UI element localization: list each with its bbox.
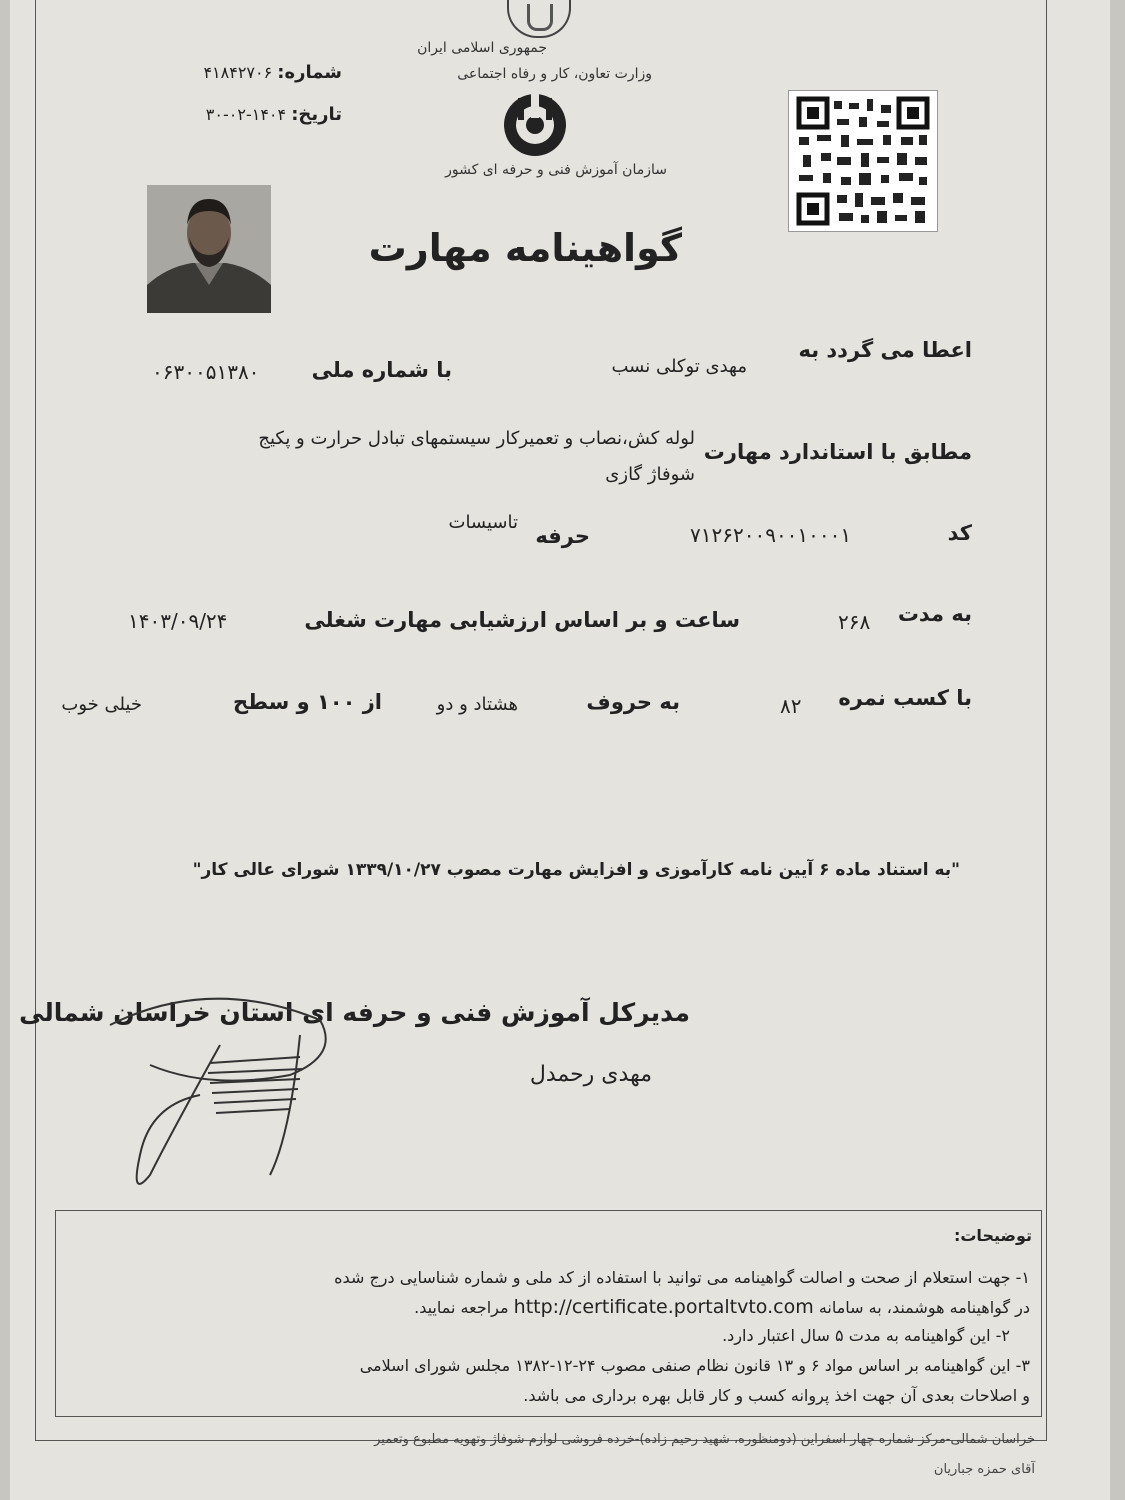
note-1: ۱- جهت استعلام از صحت و اصالت گواهینامه می توانید با استفاده از کد ملی و شماره شناسایی درج شده [334,1268,1030,1287]
note-1-text-b: مراجعه نمایید. [414,1298,509,1317]
score-out-of: از ۱۰۰ و سطح [233,690,382,714]
recipient-name: مهدی توکلی نسب [611,356,747,377]
signatory-name: مهدی رحمدل [529,1062,652,1087]
note-3: ۳- این گواهینامه بر اساس مواد ۶ و ۱۳ قانون نظام صنفی مصوب ۲۴-۱۲-۱۳۸۲ مجلس شورای اسلامی [359,1356,1030,1375]
certificate-sheet [10,0,1110,1500]
national-id-value: ۰۶۳۰۰۵۱۳۸۰ [152,360,260,384]
holder-photo [147,185,271,313]
certificate-number [203,62,342,83]
standard-line1: لوله کش،نصاب و تعمیرکار سیستمهای تبادل حرارت و پکیج [258,428,695,449]
score-words: هشتاد و دو [436,694,518,715]
number-label: شماره: [277,62,342,83]
header-organization: سازمان آموزش فنی و حرفه ای کشور [445,162,667,178]
footer-name: آقای حمزه جباریان [933,1462,1035,1477]
date-value: ۱۴۰۴-۰۲-۳۰ [205,105,287,124]
signatory-title: مدیرکل آموزش فنی و حرفه ای استان خراسان شمالی [19,998,690,1027]
note-1-text-a: در گواهینامه هوشمند، به سامانه [818,1298,1030,1317]
header-country: جمهوری اسلامی ایران [417,40,547,56]
national-id-label: با شماره ملی [311,358,452,382]
header-ministry: وزارت تعاون، کار و رفاه اجتماعی [457,66,652,82]
granted-label: اعطا می گردد به [798,338,972,362]
duration-text: ساعت و بر اساس ارزشیابی مهارت شغلی [304,608,740,632]
legal-article: "به استناد ماده ۶ آیین نامه کارآموزی و افزایش مهارت مصوب ۱۳۳۹/۱۰/۲۷ شورای عالی کار" [192,860,960,880]
score-words-label: به حروف [586,690,680,714]
number-value: ۴۱۸۴۲۷۰۶ [203,63,273,82]
qr-code-icon[interactable] [788,90,938,232]
note-2: ۲- این گواهینامه به مدت ۵ سال اعتبار دارد. [722,1326,1010,1345]
score-value: ۸۲ [780,694,802,718]
certificate-title: گواهینامه مهارت [368,226,682,270]
certificate-date [206,104,342,125]
trade-label: حرفه [535,524,590,548]
date-label: تاریخ: [291,104,342,125]
tvto-logo-icon [498,90,572,160]
score-label: با کسب نمره [838,686,972,710]
code-label: کد [947,521,972,545]
duration-label: به مدت [897,602,972,626]
evaluation-date: ۱۴۰۳/۰۹/۲۴ [128,609,228,633]
footer-address: خراسان شمالی-مرکز شماره چهار اسفراین (دومنظوره، شهید رحیم زاده)-خرده فروشی لوازم شوفاژ وتهویه مطبوع وتعمیر [374,1432,1035,1447]
notes-heading: توضیحات: [953,1226,1032,1245]
standard-label: مطابق با استاندارد مهارت [703,440,972,464]
code-value: ۷۱۲۶۲۰۰۹۰۰۱۰۰۰۱ [690,523,852,547]
note-1-continued [414,1296,1030,1318]
standard-line2: شوفاژ گازی [605,464,695,485]
handwritten-signature [90,985,350,1195]
trade-value: تاسیسات [448,512,518,533]
score-level: خیلی خوب [61,694,142,715]
note-3-continued: و اصلاحات بعدی آن جهت اخذ پروانه کسب و کار قابل بهره برداری می باشد. [523,1386,1030,1405]
duration-hours: ۲۶۸ [838,610,871,634]
verification-url[interactable]: http://certificate.portaltvto.com [513,1296,814,1318]
